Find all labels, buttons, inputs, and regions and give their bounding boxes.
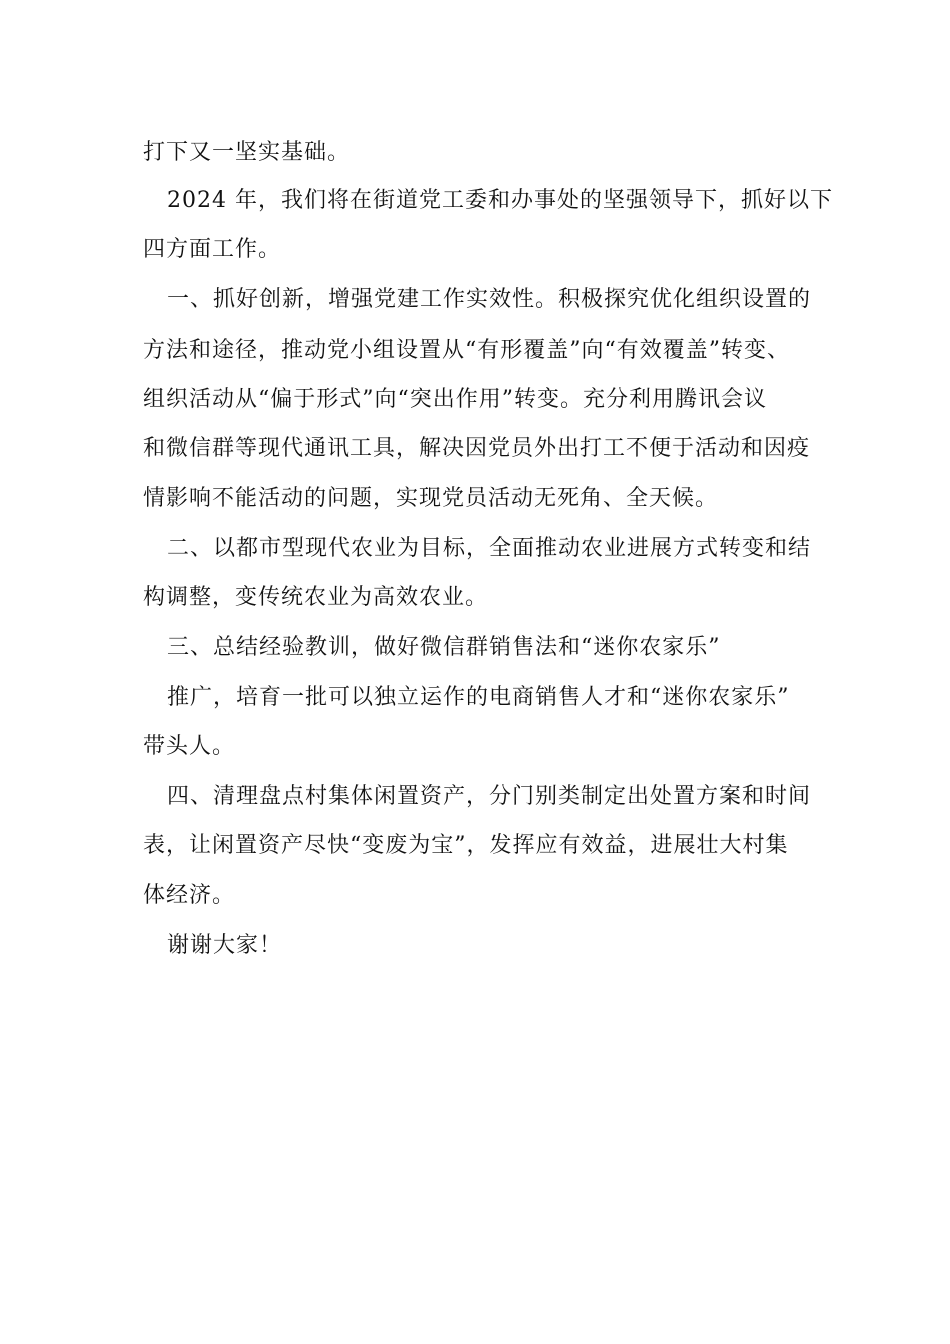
text-line: 情影响不能活动的问题，实现党员活动无死角、全天候。: [143, 486, 719, 511]
text-line: 构调整，变传统农业为高效农业。: [143, 585, 489, 610]
text-line: 谢谢大家！: [167, 933, 283, 958]
text-line: 组织活动从“偏于形式”向“突出作用”转变。充分利用腾讯会议: [143, 387, 767, 412]
text-line: 带头人。: [143, 734, 236, 759]
text-line: 一、抓好创新，增强党建工作实效性。积极探究优化组织设置的: [167, 287, 812, 312]
text-line: 和微信群等现代通讯工具，解决因党员外出打工不便于活动和因疫: [143, 436, 811, 461]
text-line: 二、以都市型现代农业为目标，全面推动农业进展方式转变和结: [167, 536, 812, 561]
text-line: 打下又一坚实基础。: [143, 140, 351, 165]
text-line: 推广，培育一批可以独立运作的电商销售人才和“迷你农家乐”: [167, 685, 790, 710]
text-line: 2024 年，我们将在街道党工委和办事处的坚强领导下，抓好以下: [167, 188, 833, 213]
text-line: 方法和途径，推动党小组设置从“有形覆盖”向“有效覆盖”转变、: [143, 338, 790, 363]
text-line: 体经济。: [143, 883, 236, 908]
text-line: 四、清理盘点村集体闲置资产，分门别类制定出处置方案和时间: [167, 784, 812, 809]
text-line: 三、总结经验教训，做好微信群销售法和“迷你农家乐”: [167, 635, 721, 660]
text-line: 表，让闲置资产尽快“变废为宝”，发挥应有效益，进展壮大村集: [143, 833, 789, 858]
text-line: 四方面工作。: [143, 237, 282, 262]
